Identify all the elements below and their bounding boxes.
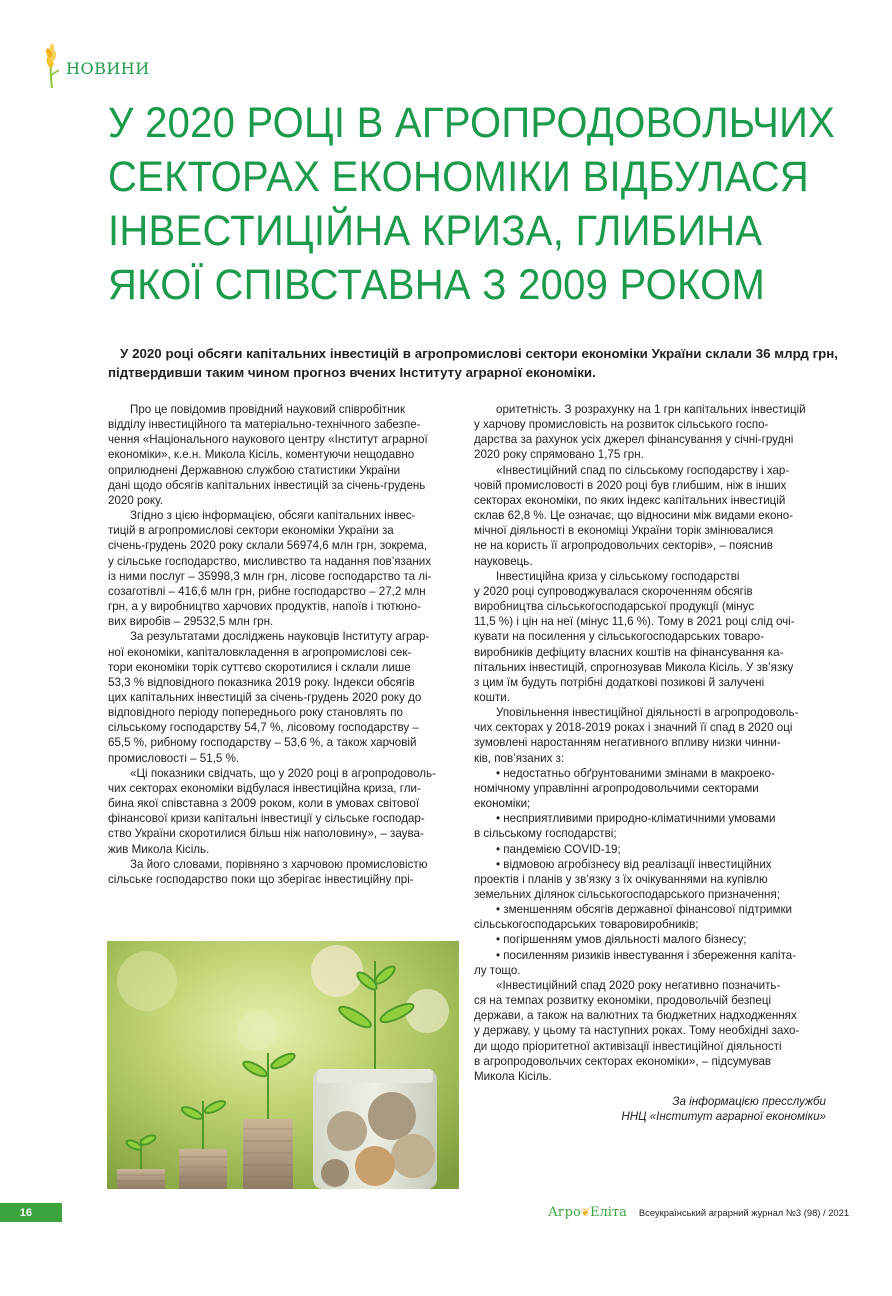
text-line: сільському господарству 54,7 %, лісовому господарству – [108, 721, 419, 735]
text-line: 11,5 %) і цін на неї (мінус 11,6 %). Тому в 2021 році слід очі- [474, 615, 795, 629]
credit-line: За інформацією пресслужби [672, 1095, 826, 1109]
article-title [108, 96, 836, 312]
text-line: кошти. [474, 690, 510, 704]
text-line: За його словами, порівняно з харчовою промисловістю [130, 857, 428, 871]
text-line: човій промисловості в 2020 році був глибшим, ніж в інших [474, 478, 787, 492]
text-line: Микола Кісіль. [474, 1069, 552, 1083]
text-line: Інвестиційна криза у сільському господарстві [496, 569, 740, 583]
paragraph [474, 948, 826, 978]
text-line: • погіршенням умов діяльності малого бізнесу; [496, 933, 747, 947]
text-line: дарства за рахунок усіх джерел фінансування у січні-грудні [474, 433, 794, 447]
paragraph [474, 842, 826, 857]
paragraph [108, 402, 460, 508]
press-credit [474, 1094, 826, 1124]
paragraph [474, 857, 826, 902]
text-line: науковець. [474, 554, 533, 568]
footer-journal-info [548, 1205, 849, 1220]
text-line: ків, пов’язаних з: [474, 751, 565, 765]
article-column-right [474, 402, 826, 1124]
text-line: фінансової кризи капітальні інвестиції у сільське господар- [108, 812, 425, 826]
text-line: За результатами досліджень науковців Інституту аграр- [130, 630, 430, 644]
text-line: економіки», к.е.н. Микола Кісіль, коментуючи нещодавно [108, 448, 415, 462]
paragraph [474, 902, 826, 932]
paragraph [474, 569, 826, 705]
paragraph [108, 508, 460, 629]
text-line: земельних ділянок сільськогосподарського призначення; [474, 888, 780, 901]
text-line: 65,5 %, рибному господарству – 53,6 %, а також харчовій [108, 736, 417, 750]
text-line: цих капітальних інвестицій за січень-грудень 2020 року до [108, 690, 422, 704]
text-line: оритетність. З розрахунку на 1 грн капітальних інвестицій [496, 403, 806, 416]
leaf-icon: ❦ [580, 1206, 591, 1219]
text-line: відповідного періоду попереднього року становлять по [108, 706, 403, 720]
text-line: у сільське господарство, мисливство та надання пов’язаних [108, 554, 431, 568]
text-line: держави, а також на валютних та бюджетних надходженнях [474, 1009, 797, 1023]
paragraph [474, 978, 826, 1084]
text-line: не на користь її агропродовольчих секторів», – пояснив [474, 539, 773, 553]
text-line: грн, а у виробництво харчових продуктів, напоїв і тютюно- [108, 600, 421, 614]
paragraph [474, 402, 826, 463]
text-line: склав 62,8 %. Це означає, що відносини між видами еконо- [474, 509, 794, 523]
text-line: • зменшенням обсягів державної фінансової підтримки [496, 903, 793, 917]
text-line: 2020 року. [108, 493, 163, 507]
text-line: • посиленням ризиків інвестування і збереження капіта- [496, 948, 797, 962]
title-line: ЯКОЇ СПІВСТАВНА З 2009 РОКОМ [108, 261, 766, 309]
text-line: оприлюднені Державною службою статистики України [108, 463, 401, 477]
section-header [40, 42, 150, 90]
text-line: сільськогосподарських товаровиробників; [474, 918, 699, 932]
text-line: 53,3 % відповідного показника 2019 року. Індекси обсягів [108, 675, 415, 689]
text-line: • недостатньо обґрунтованими змінами в макроеко- [496, 766, 775, 780]
text-line: економіки; [474, 797, 531, 811]
text-line: Про це повідомив провідний науковий співробітник [130, 403, 406, 416]
text-line: секторах економіки, по яких індекс капітальних інвестицій [474, 493, 786, 507]
text-line: Згідно з цією інформацією, обсяги капітальних інвес- [130, 509, 416, 523]
brand-right: Еліта [590, 1205, 627, 1220]
text-line: в агропродовольчих секторах економіки», – підсумував [474, 1054, 772, 1068]
text-line: Уповільнення інвестиційної діяльності в агропродоволь- [496, 706, 799, 720]
text-line: чих секторах у 2018-2019 роках і значний її спад в 2020 оці [474, 721, 793, 735]
text-line: з цим їм будуть потрібні додаткові позикові й залучені [474, 675, 765, 689]
text-line: мічної діяльності в економіці України торік змінювалися [474, 524, 774, 538]
text-line: пітальних інвестицій, спрогнозував Микола Кісіль. У зв’язку [474, 660, 794, 674]
text-line: зумовлені наростанням негативного впливу низки чинни- [474, 736, 781, 750]
paragraph [474, 932, 826, 947]
title-line: У 2020 РОЦІ В АГРОПРОДОВОЛЬЧИХ [108, 99, 836, 147]
paragraph [474, 766, 826, 811]
text-line: тицій в агропромислові сектори економіки України за [108, 524, 394, 538]
paragraph [108, 629, 460, 765]
paragraph [474, 705, 826, 766]
text-line: виробників дефіциту власних коштів на фінансування ка- [474, 645, 784, 659]
text-line: січень-грудень 2020 року склали 56974,6 млн грн, зокрема, [108, 539, 428, 553]
text-line: бина якої співставна з 2009 роком, коли в умовах світової [108, 797, 420, 811]
section-label: НОВИНИ [66, 58, 150, 78]
title-line: ІНВЕСТИЦІЙНА КРИЗА, ГЛИБИНА [108, 207, 763, 255]
article-column-left [108, 402, 460, 887]
paragraph [474, 811, 826, 841]
page-number: 16 [0, 1203, 62, 1222]
coin-stacks-with-sprouts-image [107, 941, 459, 1189]
text-line: жив Микола Кісіль. [108, 842, 210, 856]
brand-left: Агро [548, 1205, 581, 1220]
text-line: «Інвестиційний спад по сільському господарству і хар- [496, 463, 790, 477]
text-line: в сільському господарстві; [474, 827, 617, 841]
text-line: виробництва сільськогосподарської продукції (мінус [474, 600, 755, 614]
text-line: ство України скоротилися більш ніж наполовину», – заува- [108, 827, 424, 841]
text-line: чих секторах економіки відбулася інвестиційна криза, гли- [108, 781, 421, 795]
text-line: дані щодо обсягів капітальних інвестицій за січень-грудень [108, 478, 426, 492]
text-line: у державу, у цьому та наступних роках. Тому необхідні захо- [474, 1024, 800, 1038]
text-line: сільське господарство поки що зберігає інвестиційну прі- [108, 872, 414, 886]
text-line: лу тощо. [474, 963, 521, 977]
text-line: • відмовою агробізнесу від реалізації інвестиційних [496, 857, 772, 871]
text-line: ди щодо пріоритетної активізації інвестиційної діяльності [474, 1039, 782, 1053]
text-line: ся на темпах розвитку економіки, продовольчій безпеці [474, 994, 772, 1008]
text-line: у 2020 році супроводжувалася скороченням обсягів [474, 584, 753, 598]
text-line: із ними послуг – 35998,3 млн грн, лісове господарство та лі- [108, 569, 432, 583]
text-line: тори економіки торік суттєво скоротилися і склали лише [108, 660, 411, 674]
text-line: промисловості – 51,5 %. [108, 751, 240, 765]
paragraph [108, 766, 460, 857]
text-line: 2020 року спрямовано 1,75 грн. [474, 448, 644, 462]
article-lead: У 2020 році обсяги капітальних інвестицій в агропромислові сектори економіки України склали 36 млрд грн, підтвердивши таким чином прогноз вчених Інституту аграрної економіки. [108, 346, 838, 380]
text-line: чення «Національного наукового центру «Інститут аграрної [108, 433, 428, 447]
text-line: кувати на посилення у сільськогосподарських товаро- [474, 630, 765, 644]
wheat-ear-icon [40, 42, 62, 90]
text-line: «Інвестиційний спад 2020 року негативно позначить- [496, 978, 781, 992]
text-line: відділу інвестиційного та матеріально-технічного забезпе- [108, 418, 421, 432]
text-line: созаготівлі – 416,6 млн грн, рибне господарство – 27,2 млн [108, 584, 426, 598]
text-line: «Ці показники свідчать, що у 2020 році в агропродоволь- [130, 766, 436, 780]
paragraph [108, 857, 460, 887]
text-line: • пандемією COVID-19; [496, 842, 621, 856]
text-line: ної економіки, капіталовкладення в агропромислові сек- [108, 645, 412, 659]
text-line: у харчову промисловість на розвиток сільського госпо- [474, 418, 769, 432]
title-line: СЕКТОРАХ ЕКОНОМІКИ ВІДБУЛАСЯ [108, 153, 810, 201]
text-line: проектів і планів у зв’язку з їх очікуваннями на купівлю [474, 872, 768, 886]
credit-line: ННЦ «Інститут аграрної економіки» [621, 1110, 826, 1124]
journal-issue: Всеукраїнський аграрний журнал №3 (98) / 2021 [638, 1207, 850, 1218]
paragraph [474, 463, 826, 569]
text-line: номічному управлінні агропродовольчими секторами [474, 781, 759, 795]
text-line: вих виробів – 29532,5 млн грн. [108, 615, 274, 629]
text-line: • несприятливими природно-кліматичними умовами [496, 812, 776, 826]
brand-logo [548, 1205, 627, 1220]
